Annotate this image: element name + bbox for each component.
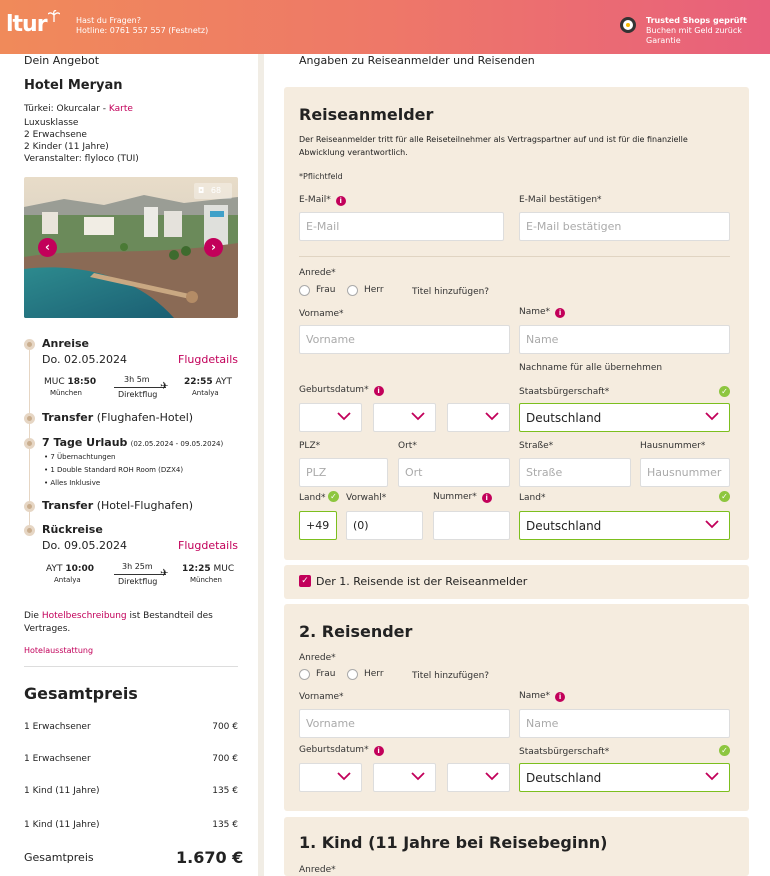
- section-title: Angaben zu Reiseanmelder und Reisenden: [299, 54, 535, 67]
- return-flight-line: [114, 574, 166, 575]
- photo-count-badge: [194, 183, 232, 199]
- stay-item: • 7 Übernachtungen: [44, 453, 116, 461]
- number-label: Nummer* i: [433, 492, 492, 503]
- t2-firstname-label: Vorname*: [299, 692, 344, 702]
- chevron-down-icon: [411, 411, 425, 421]
- herr-radio[interactable]: [347, 285, 358, 296]
- return-duration: 3h 25m: [122, 562, 153, 571]
- offer-title: Dein Angebot: [24, 54, 100, 67]
- help-question: Hast du Fragen?: [76, 16, 141, 25]
- t2-citizenship-label: Staatsbürgerschaft*: [519, 747, 610, 757]
- outbound-dep-time: 18:50: [67, 377, 97, 387]
- first-traveler-checkbox[interactable]: ✓: [299, 575, 311, 587]
- country-code-label: Land*: [299, 493, 326, 503]
- return-date: Do. 09.05.2024: [42, 539, 127, 552]
- child1-card: [284, 817, 749, 876]
- stay-item: • Alles Inklusive: [44, 479, 101, 487]
- guarantee-label: Buchen mit Geld zurück Garantie: [646, 26, 742, 45]
- return-arr-city: München: [190, 576, 222, 584]
- return-arr-time: 12:25: [182, 564, 211, 574]
- trusted-shops-icon: [620, 17, 636, 33]
- t2-herr-radio[interactable]: [347, 669, 358, 680]
- outbound-dot-icon: [24, 339, 35, 350]
- outbound-flight-details-link[interactable]: Flugdetails: [178, 353, 238, 366]
- email-input[interactable]: E-Mail: [299, 212, 504, 241]
- c1-salutation-label: Anrede*: [299, 865, 336, 875]
- firstname-label: Vorname*: [299, 309, 344, 319]
- outbound-dep-code: MUC: [44, 377, 65, 387]
- stay-item: • 1 Double Standard ROH Room (DZX4): [44, 466, 184, 474]
- email-label: E-Mail* i: [299, 195, 346, 206]
- hotel-category: Luxusklasse: [24, 118, 79, 128]
- desc-pre: Die: [24, 611, 42, 621]
- check-icon: ✓: [719, 745, 730, 756]
- total-value: 1.670 €: [176, 848, 244, 867]
- traveler-form: [264, 54, 770, 876]
- return-arr-code: MUC: [213, 564, 235, 574]
- outbound-arr-city: Antalya: [192, 389, 219, 397]
- citizenship-label: Staatsbürgerschaft*: [519, 387, 610, 397]
- citizenship-select[interactable]: Deutschland: [519, 403, 730, 432]
- first-traveler-checkbox-card: [284, 565, 749, 599]
- hotel-name: Hotel Meryan: [24, 78, 123, 93]
- outbound-date: Do. 02.05.2024: [42, 353, 127, 366]
- return-dep-code: AYT: [46, 564, 63, 574]
- tour-organizer: Veranstalter: flyloco (TUI): [24, 154, 139, 164]
- top-header: [0, 0, 770, 54]
- salutation-label: Anrede*: [299, 268, 336, 278]
- required-note: *Pflichtfeld: [299, 172, 343, 181]
- stay-dates: (02.05.2024 - 09.05.2024): [130, 440, 224, 448]
- plane-icon: ✈: [160, 568, 169, 579]
- city-label: Ort*: [398, 441, 417, 451]
- zip-label: PLZ*: [299, 441, 321, 451]
- photo-prev-button[interactable]: ‹: [38, 238, 57, 257]
- t2-add-title-link[interactable]: Titel hinzufügen?: [412, 671, 490, 681]
- return-title: Rückreise: [42, 523, 103, 536]
- t2-birthdate-label: Geburtsdatum* i: [299, 745, 384, 756]
- stay-title: 7 Tage Urlaub: [42, 436, 128, 449]
- adults-count: 2 Erwachsene: [24, 130, 87, 140]
- check-icon: ✓: [328, 491, 339, 502]
- street-input[interactable]: Straße: [519, 458, 631, 487]
- t2-birth-day-select[interactable]: [299, 763, 362, 792]
- outbound-title: Anreise: [42, 337, 90, 350]
- area-code-label: Vorwahl*: [346, 493, 387, 503]
- birthdate-label: Geburtsdatum* i: [299, 385, 384, 396]
- return-arrival: [182, 564, 234, 574]
- children-count: 2 Kinder (11 Jahre): [24, 142, 109, 152]
- trusted-shops-label[interactable]: Trusted Shops geprüft: [646, 16, 747, 25]
- email-confirm-label: E-Mail bestätigen*: [519, 195, 602, 205]
- photo-count: 68: [210, 186, 222, 195]
- stay: [42, 436, 223, 449]
- t2-lastname-input[interactable]: Name: [519, 709, 730, 738]
- palm-icon: [48, 10, 60, 25]
- outbound-arrival: [184, 377, 232, 387]
- transfer2-sub: (Hotel-Flughafen): [96, 499, 194, 512]
- camera-icon: ◘: [198, 186, 205, 195]
- outbound-arr-code: AYT: [215, 377, 232, 387]
- country-select[interactable]: Deutschland: [519, 511, 730, 540]
- birth-year-select[interactable]: [447, 403, 510, 432]
- email-confirm-input[interactable]: E-Mail bestätigen: [519, 212, 730, 241]
- total-label: Gesamtpreis: [24, 851, 94, 864]
- hotel-description-link[interactable]: Hotelbeschreibung: [41, 611, 127, 621]
- lastname-label: Name* i: [519, 307, 565, 318]
- info-icon[interactable]: i: [374, 746, 384, 756]
- hotel-location: [24, 104, 133, 114]
- total-price-title: Gesamtpreis: [24, 684, 138, 703]
- birth-month-select[interactable]: [373, 403, 436, 432]
- check-icon: ✓: [719, 386, 730, 397]
- return-dot-icon: [24, 525, 35, 536]
- hotel-description-note: [24, 610, 224, 636]
- child1-title: 1. Kind (11 Jahre bei Reisebeginn): [299, 833, 608, 852]
- area-code-input[interactable]: (0): [346, 511, 423, 540]
- t2-birth-month-select[interactable]: [373, 763, 436, 792]
- transfer1-sub: (Flughafen-Hotel): [96, 411, 194, 424]
- t2-frau-label[interactable]: Frau: [316, 669, 336, 679]
- herr-label[interactable]: Herr: [364, 285, 384, 295]
- transfer2-title: Transfer: [42, 499, 94, 512]
- lastname-input[interactable]: Name: [519, 325, 730, 354]
- location-text: Türkei: Okurcalar -: [24, 104, 109, 114]
- t2-frau-radio[interactable]: [299, 669, 310, 680]
- country-label: Land*: [519, 493, 546, 503]
- t2-salutation-label: Anrede*: [299, 653, 336, 663]
- street-label: Straße*: [519, 441, 554, 451]
- birth-day-select[interactable]: [299, 403, 362, 432]
- registrant-title: Reiseanmelder: [299, 105, 434, 124]
- return-departure: [46, 564, 94, 574]
- transfer1-dot-icon: [24, 413, 35, 424]
- traveler2-card: [284, 604, 749, 811]
- t2-citizenship-select[interactable]: Deutschland: [519, 763, 730, 792]
- t2-birth-year-select[interactable]: [447, 763, 510, 792]
- outbound-duration: 3h 5m: [124, 375, 150, 384]
- houseno-label: Hausnummer*: [640, 441, 706, 451]
- transfer2-dot-icon: [24, 501, 35, 512]
- info-icon[interactable]: i: [374, 386, 384, 396]
- info-icon[interactable]: i: [482, 493, 492, 503]
- price-row: 1 Kind (11 Jahre) 135 €: [24, 820, 238, 830]
- t2-herr-label[interactable]: Herr: [364, 669, 384, 679]
- registrant-intro: Der Reiseanmelder tritt für alle Reiseteilnehmer als Vertragspartner auf und ist für die finanzielle Abwicklung verantwortlich.: [299, 135, 688, 157]
- t2-firstname-input[interactable]: Vorname: [299, 709, 510, 738]
- first-traveler-label[interactable]: Der 1. Reisende ist der Reiseanmelder: [316, 575, 528, 588]
- apply-lastname-link[interactable]: Nachname für alle übernehmen: [519, 363, 663, 373]
- number-input[interactable]: [433, 511, 510, 540]
- transfer1: [42, 411, 193, 424]
- info-icon[interactable]: i: [336, 196, 346, 206]
- price-row: 1 Erwachsener 700 €: [24, 722, 238, 732]
- zip-input[interactable]: PLZ: [299, 458, 388, 487]
- divider: [24, 666, 238, 667]
- traveler2-title: 2. Reisender: [299, 622, 413, 641]
- city-input[interactable]: Ort: [398, 458, 510, 487]
- chevron-down-icon: [337, 771, 351, 781]
- t2-lastname-label: Name* i: [519, 691, 565, 702]
- transfer2: [42, 499, 193, 512]
- houseno-input[interactable]: Hausnummer: [640, 458, 730, 487]
- divider: [299, 256, 730, 257]
- return-flight-type: Direktflug: [118, 577, 158, 586]
- check-icon: ✓: [719, 491, 730, 502]
- country-code-input[interactable]: +49: [299, 511, 337, 540]
- outbound-departure: [44, 377, 96, 387]
- map-link[interactable]: Karte: [108, 104, 133, 114]
- plane-icon: ✈: [160, 381, 169, 392]
- outbound-flight-line: [114, 387, 166, 388]
- chevron-down-icon: [705, 411, 719, 421]
- stay-dot-icon: [24, 438, 35, 449]
- return-dep-city: Antalya: [54, 576, 81, 584]
- outbound-flight-type: Direktflug: [118, 390, 158, 399]
- price-row: 1 Erwachsener 700 €: [24, 754, 238, 764]
- return-dep-time: 10:00: [65, 564, 94, 574]
- price-row: 1 Kind (11 Jahre) 135 €: [24, 786, 238, 796]
- chevron-down-icon: [705, 519, 719, 529]
- hotel-amenities-link[interactable]: Hotelausstattung: [24, 646, 94, 655]
- registrant-card: [284, 87, 749, 560]
- chevron-down-icon: [337, 411, 351, 421]
- add-title-link[interactable]: Titel hinzufügen?: [412, 287, 490, 297]
- chevron-down-icon: [705, 771, 719, 781]
- chevron-down-icon: [485, 411, 499, 421]
- chevron-down-icon: [485, 771, 499, 781]
- outbound-arr-time: 22:55: [184, 377, 213, 387]
- frau-radio[interactable]: [299, 285, 310, 296]
- offer-sidebar: [0, 54, 258, 876]
- chevron-down-icon: [411, 771, 425, 781]
- ltur-logo[interactable]: ltur: [6, 12, 47, 37]
- photo-next-button[interactable]: ›: [204, 238, 223, 257]
- desc-post: ist Bestandteil des Vertrages.: [24, 611, 213, 634]
- transfer1-title: Transfer: [42, 411, 94, 424]
- info-icon[interactable]: i: [555, 692, 565, 702]
- frau-label[interactable]: Frau: [316, 285, 336, 295]
- hotline[interactable]: Hotline: 0761 557 557 (Festnetz): [76, 26, 209, 35]
- firstname-input[interactable]: Vorname: [299, 325, 510, 354]
- return-flight-details-link[interactable]: Flugdetails: [178, 539, 238, 552]
- outbound-dep-city: München: [50, 389, 82, 397]
- info-icon[interactable]: i: [555, 308, 565, 318]
